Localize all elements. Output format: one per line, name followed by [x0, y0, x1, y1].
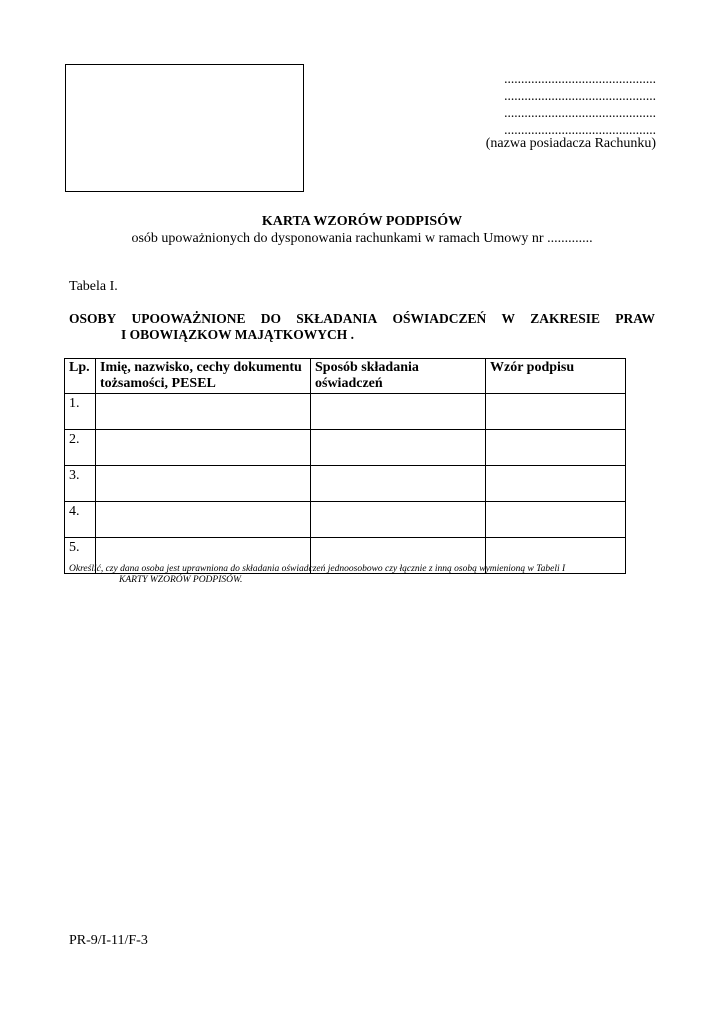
name-cell[interactable]	[96, 466, 311, 502]
holder-label: (nazwa posiadacza Rachunku)	[485, 136, 656, 151]
signature-table	[64, 358, 626, 574]
signature-cell[interactable]	[486, 430, 626, 466]
table-header-row	[65, 359, 626, 394]
table-row	[65, 466, 626, 502]
section-heading	[69, 311, 655, 343]
method-cell[interactable]	[311, 466, 486, 502]
heading-word: DO	[260, 311, 281, 326]
signature-cell[interactable]	[486, 502, 626, 538]
page-subtitle: osób upoważnionych do dysponowania rachunkami w ramach Umowy nr .............	[131, 231, 593, 246]
col-header-method: Sposób składania oświadczeń	[311, 359, 486, 394]
signature-cell[interactable]	[486, 466, 626, 502]
row-number: 3.	[65, 466, 96, 502]
section-heading-line2: I OBOWIĄZKOW MAJĄTKOWYCH .	[121, 327, 355, 342]
form-code: PR-9/I-11/F-3	[69, 933, 148, 948]
col-header-lp: Lp.	[65, 359, 96, 394]
holder-line: .............................................	[504, 88, 656, 103]
row-number: 1.	[65, 394, 96, 430]
col-header-name: Imię, nazwisko, cechy dokumentu tożsamości, PESEL	[96, 359, 311, 394]
table-label: Tabela I.	[69, 279, 118, 294]
method-cell[interactable]	[311, 394, 486, 430]
holder-name-lines	[504, 70, 656, 138]
name-cell[interactable]	[96, 430, 311, 466]
row-number: 2.	[65, 430, 96, 466]
heading-word: PRAW	[615, 311, 655, 326]
signature-cell[interactable]	[486, 394, 626, 430]
method-cell[interactable]	[311, 502, 486, 538]
heading-word: OŚWIADCZEŃ	[392, 311, 487, 326]
heading-word: UPOOWAŻNIONE	[131, 311, 246, 326]
footnote-line1: Określić, czy dana osoba jest uprawniona do składania oświadczeń jednoosobowo czy łącznie z inną osobą wymienioną w Tabeli I	[69, 564, 566, 574]
holder-line: .............................................	[504, 122, 656, 137]
name-cell[interactable]	[96, 502, 311, 538]
heading-word: ZAKRESIE	[530, 311, 601, 326]
row-number: 4.	[65, 502, 96, 538]
holder-line: .............................................	[504, 71, 656, 86]
method-cell[interactable]	[311, 430, 486, 466]
stamp-box	[65, 64, 304, 192]
heading-word: SKŁADANIA	[296, 311, 378, 326]
table-row	[65, 502, 626, 538]
section-heading-line1	[69, 311, 655, 327]
holder-line: .............................................	[504, 105, 656, 120]
table-row	[65, 394, 626, 430]
heading-word: OSOBY	[69, 311, 117, 326]
heading-word: W	[501, 311, 515, 326]
row-number: 5.	[65, 538, 96, 574]
table-row	[65, 430, 626, 466]
footnote	[69, 564, 669, 586]
footnote-line2: KARTY WZORÓW PODPISÓW.	[119, 575, 243, 585]
page-title: KARTA WZORÓW PODPISÓW	[261, 214, 463, 229]
col-header-signature: Wzór podpisu	[486, 359, 626, 394]
name-cell[interactable]	[96, 394, 311, 430]
